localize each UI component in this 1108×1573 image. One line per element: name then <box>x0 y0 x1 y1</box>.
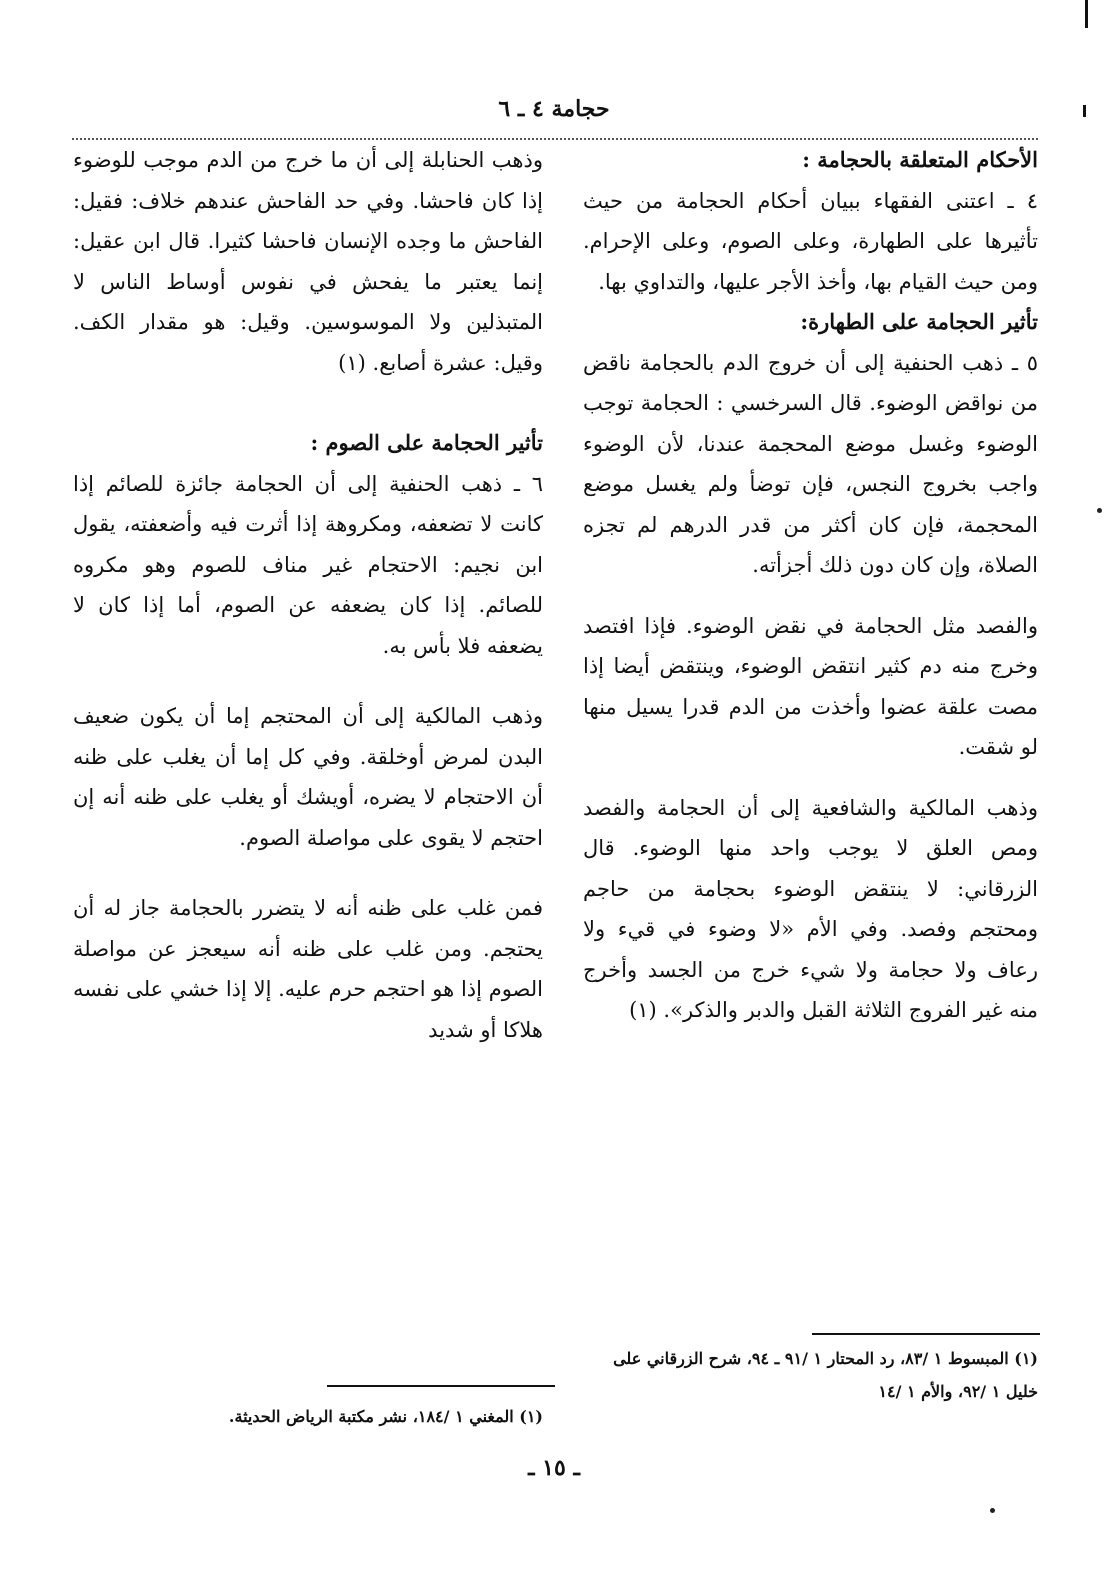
scan-speck <box>990 1508 995 1513</box>
paragraph-maliki-shafii: وذهب المالكية والشافعية إلى أن الحجامة والفصد ومص العلق لا يوجب واحد منها الوضوء. قال الزرقاني: لا ينتقض الوضوء بحجامة من حاجم ومحتجم وفصد. وفي الأم «لا وضوء في قيء ولا رعاف ولا حجامة ولا شيء خرج من الجسد وأخرج منه غير الفروج الثلاثة القبل والدبر والذكر». (١) <box>583 795 1038 1022</box>
paragraph-5: ٥ ـ ذهب الحنفية إلى أن خروج الدم بالحجامة ناقض من نواقض الوضوء. قال السرخسي : الحجامة توجب الوضوء وغسل موضع المحجمة عندنا، لأن الوضوء واجب بخروج النجس، فإن توضأ ولم يغسل موضع المحجمة، فإن كان أكثر من قدر الدرهم لم تجزه الصلاة، وإن كان دون ذلك أجزأته. <box>583 350 1038 577</box>
paragraph-hanbali: وذهب الحنابلة إلى أن ما خرج من الدم موجب للوضوء إذا كان فاحشا. وفي حد الفاحش عندهم خلاف: فقيل: الفاحش ما وجده الإنسان فاحشا كثيرا. قال ابن عقيل: إنما يعتبر ما يفحش في نفوس أوساط الناس لا المتبذلين ولا الموسوسين. وقيل: هو مقدار الكف. وقيل: عشرة أصابع. (١) <box>73 148 543 375</box>
scan-speck <box>1097 508 1102 513</box>
paragraph-maliki-fasting: وذهب المالكية إلى أن المحتجم إما أن يكون ضعيف البدن لمرض أوخلقة. وفي كل إما أن يغلب على ظنه أن الاحتجام لا يضره، أويشك أو يغلب على ظنه أنه إن احتجم لا يقوى على مواصلة الصوم. <box>73 704 543 850</box>
right-column <box>583 140 1038 1031</box>
scan-edge-mark <box>1085 0 1088 28</box>
footnote-right: (١) المبسوط ١ /٨٣، رد المحتار ١ /٩١ ـ ٩٤، شرح الزرقاني على خليل ١ /٩٢، والأم ١ /١٤ <box>613 1349 1038 1401</box>
scan-edge-mark <box>1083 105 1086 117</box>
page-number: ـ ١٥ ـ <box>528 1455 580 1481</box>
running-head: حجامة ٤ ـ ٦ <box>498 96 610 122</box>
paragraph-bloodletting: والفصد مثل الحجامة في نقض الوضوء. فإذا افتصد وخرج منه دم كثير انتقض الوضوء، وينتقض أيضا إذا مصت علقة عضوا وأخذت من الدم قدرا يسيل منها لو شقت. <box>583 613 1038 759</box>
footnote-rule-left <box>327 1385 555 1387</box>
footnote-left: (١) المغني ١ /١٨٤، نشر مكتبة الرياض الحديثة. <box>228 1407 543 1426</box>
paragraph-4: ٤ ـ اعتنى الفقهاء ببيان أحكام الحجامة من حيث تأثيرها على الطهارة، وعلى الصوم، وعلى الإحرام. ومن حيث القيام بها، وأخذ الأجر عليها، والتداوي بها. <box>583 188 1038 294</box>
paragraph-6: ٦ ـ ذهب الحنفية إلى أن الحجامة جائزة للصائم إذا كانت لا تضعفه، ومكروهة إذا أثرت فيه وأضعفته، يقول ابن نجيم: الاحتجام غير مناف للصوم وهو مكروه للصائم. إذا كان يضعفه عن الصوم، أما إذا كان لا يضعفه فلا بأس به. <box>73 471 543 658</box>
section-heading-rulings: الأحكام المتعلقة بالحجامة : <box>802 147 1038 172</box>
section-heading-purity: تأثير الحجامة على الطهارة: <box>800 309 1038 334</box>
section-heading-fasting: تأثير الحجامة على الصوم : <box>310 430 543 455</box>
footnote-rule-right <box>812 1333 1040 1335</box>
left-column <box>73 140 543 1050</box>
paragraph-harm: فمن غلب على ظنه أنه لا يتضرر بالحجامة جاز له أن يحتجم. ومن غلب على ظنه أنه سيعجز عن مواصلة الصوم إذا هو احتجم حرم عليه. إلا إذا خشي على نفسه هلاكا أو شديد <box>73 896 543 1042</box>
